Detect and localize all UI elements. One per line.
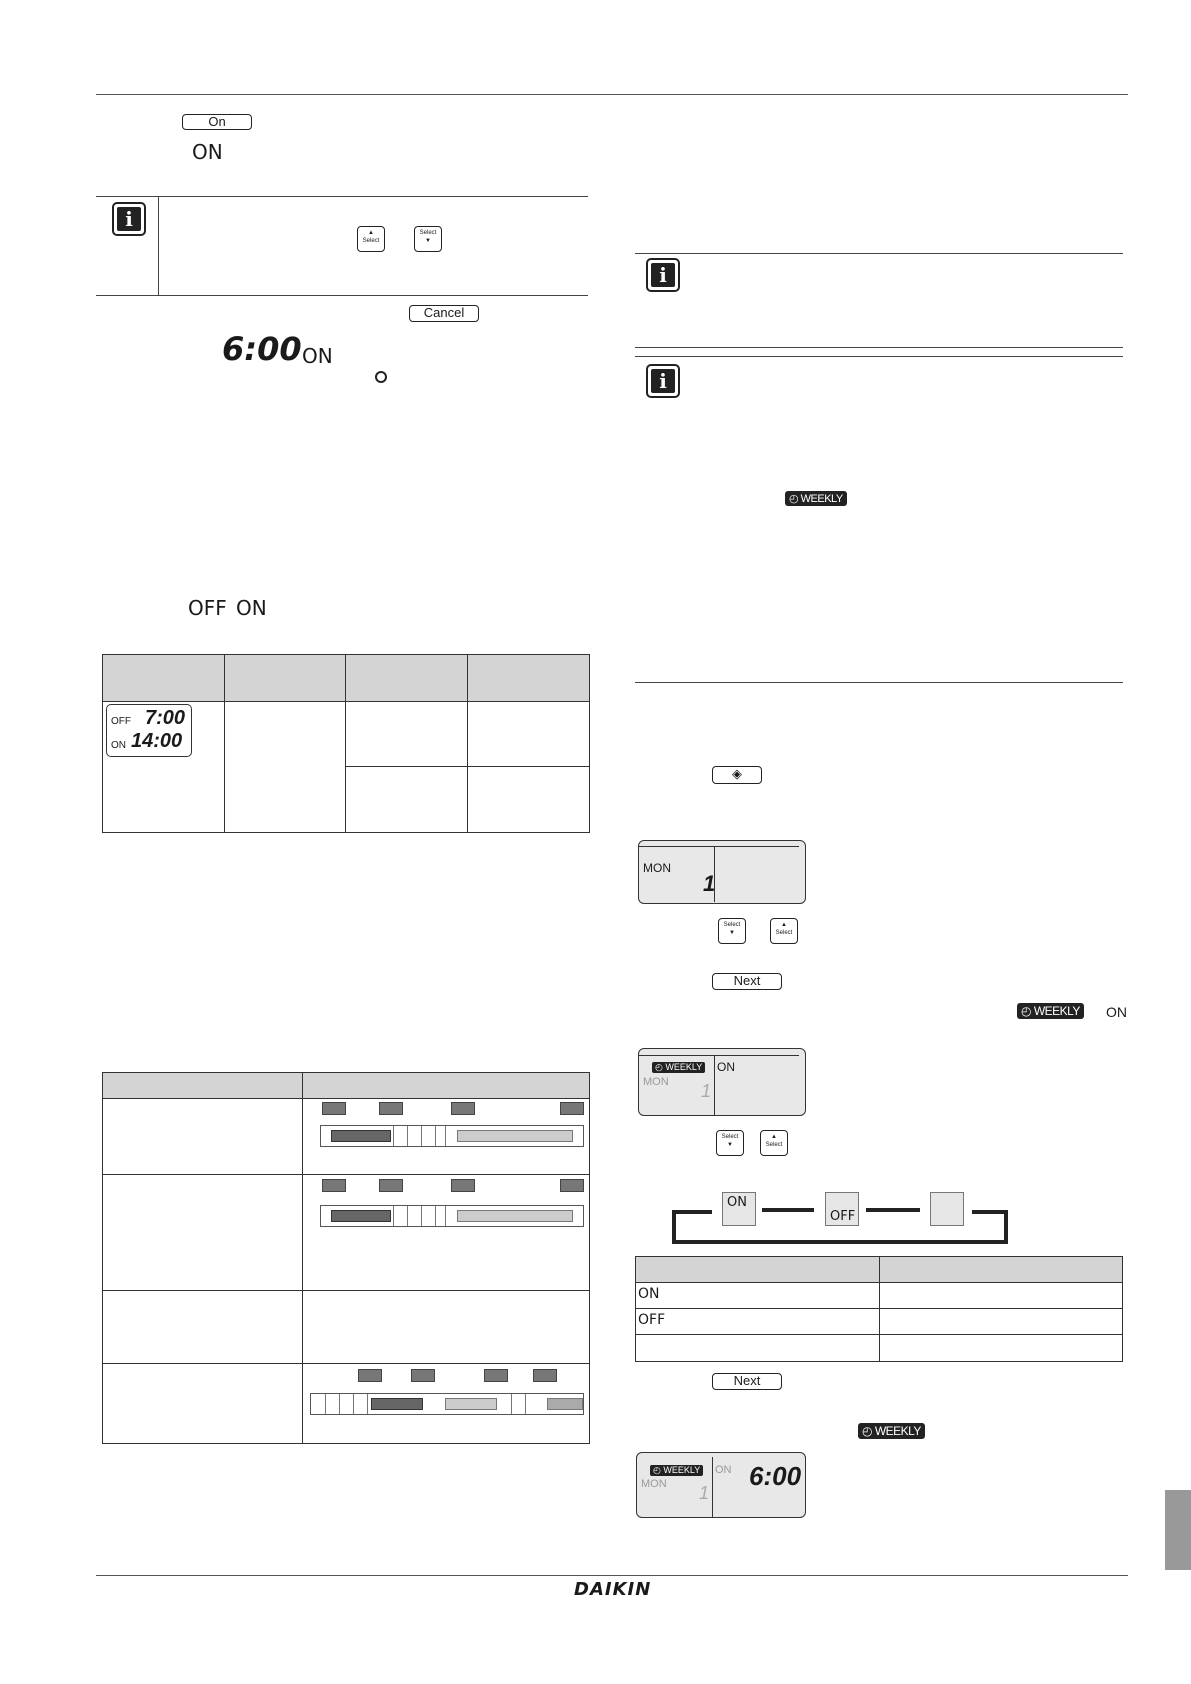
top-rule [96, 94, 1128, 95]
mode-table-cell: ON [638, 1286, 660, 1302]
lcd-day-faded: 1 [699, 1483, 710, 1503]
timeline-table-header [102, 1072, 590, 1099]
table-col-3 [467, 654, 468, 833]
timeline-row-3 [102, 1363, 590, 1364]
select-up-button[interactable]: ▲ Select [760, 1130, 788, 1156]
clock-icon [375, 371, 387, 383]
mini-lcd-off-time: 7:00 [145, 707, 186, 729]
time-marker [358, 1369, 382, 1382]
info-divider [158, 196, 159, 296]
flow-mode-on: ON [722, 1192, 756, 1226]
lcd-time: 6:00 [749, 1461, 802, 1491]
mini-lcd-off: OFF [111, 716, 131, 727]
off-period [445, 1398, 497, 1410]
mini-lcd-on: ON [111, 740, 126, 751]
time-marker [451, 1179, 475, 1192]
time-marker [322, 1179, 346, 1192]
lcd-weekly-on-faded: ON [715, 1464, 732, 1476]
lcd-on-text-2: ON [302, 344, 333, 368]
info-icon: i [112, 202, 146, 236]
menu-button[interactable]: ◈ [712, 766, 762, 784]
lcd-weekly: ◴ WEEKLY [650, 1465, 703, 1476]
on-period [331, 1130, 391, 1142]
off-period [457, 1210, 573, 1222]
timeline-bar [320, 1125, 584, 1147]
select-up-button[interactable]: ▲ Select [357, 226, 385, 252]
info-icon: i [646, 364, 680, 398]
bottom-rule [96, 1575, 1128, 1576]
on-button[interactable]: On [182, 114, 252, 130]
daikin-logo: DAIKIN [574, 1579, 652, 1600]
time-marker [411, 1369, 435, 1382]
on-period [371, 1398, 423, 1410]
info-rule-top-2 [635, 253, 1123, 254]
next-button[interactable]: Next [712, 1373, 782, 1390]
lcd-on-text: ON [192, 140, 223, 164]
flow-arrow [972, 1210, 1008, 1214]
time-marker [379, 1102, 403, 1115]
section-rule [635, 682, 1123, 683]
time-marker [560, 1179, 584, 1192]
table-col-2 [345, 654, 346, 833]
info-rule-top-3 [635, 356, 1123, 357]
time-marker [451, 1102, 475, 1115]
cancel-button[interactable]: Cancel [409, 305, 479, 322]
timeline-bar [320, 1205, 584, 1227]
lcd-off-text: OFF [188, 596, 227, 620]
lcd-mon-faded: MON [643, 1076, 669, 1088]
select-down-button[interactable]: Select ▼ [716, 1130, 744, 1156]
info-rule-bottom-2 [635, 347, 1123, 348]
on-period [331, 1210, 391, 1222]
table-header-row [102, 654, 590, 702]
timeline-bar [310, 1393, 584, 1415]
time-marker [533, 1369, 557, 1382]
flow-arrow [762, 1208, 814, 1212]
info-rule-top [96, 196, 588, 197]
chapter-tab [1165, 1490, 1191, 1570]
mode-table-cell: OFF [638, 1312, 666, 1328]
flow-arrow [866, 1208, 920, 1212]
select-down-button[interactable]: Select ▼ [718, 918, 746, 944]
lcd-mon: MON [643, 861, 671, 875]
info-icon: i [646, 258, 680, 292]
timeline-row-1 [102, 1174, 590, 1175]
table-col-1 [224, 654, 225, 833]
time-marker [322, 1102, 346, 1115]
flow-mode-blank [930, 1192, 964, 1226]
timeline-row-2 [102, 1290, 590, 1291]
timeline-col [302, 1072, 303, 1444]
time-marker [560, 1102, 584, 1115]
weekly-badge: ◴ WEEKLY [1017, 1003, 1084, 1019]
lcd-on-text-3: ON [236, 596, 267, 620]
lcd-mon-faded: MON [641, 1478, 667, 1490]
time-marker [379, 1179, 403, 1192]
lcd-day-faded: 1 [701, 1081, 712, 1101]
mode-table-col [879, 1256, 880, 1362]
table-row-split [345, 766, 590, 767]
lcd-panel-weekly-time [636, 1452, 806, 1518]
select-up-button[interactable]: ▲ Select [770, 918, 798, 944]
next-button[interactable]: Next [712, 973, 782, 990]
info-rule-bottom [96, 295, 588, 296]
mode-table-row [635, 1334, 1123, 1335]
lcd-panel-mon [638, 840, 806, 904]
lcd-panel-weekly-on [638, 1048, 806, 1116]
mini-lcd [106, 704, 192, 757]
lcd-weekly: ◴ WEEKLY [652, 1062, 705, 1073]
flow-mode-off: OFF [825, 1192, 859, 1226]
weekly-badge: ◴ WEEKLY [858, 1423, 925, 1439]
lcd-day: 1 [703, 871, 716, 896]
on-period-partial [547, 1398, 583, 1410]
mini-lcd-on-time: 14:00 [131, 730, 183, 752]
weekly-on-text: ON [1106, 1004, 1127, 1020]
lcd-time-600: 6:00 [222, 330, 302, 368]
weekly-badge: ◴ WEEKLY [785, 491, 847, 506]
off-period [457, 1130, 573, 1142]
select-down-button[interactable]: Select ▼ [414, 226, 442, 252]
mode-table-row [635, 1308, 1123, 1309]
lcd-weekly-on: ON [717, 1060, 735, 1074]
flow-arrow [672, 1210, 712, 1214]
time-marker [484, 1369, 508, 1382]
